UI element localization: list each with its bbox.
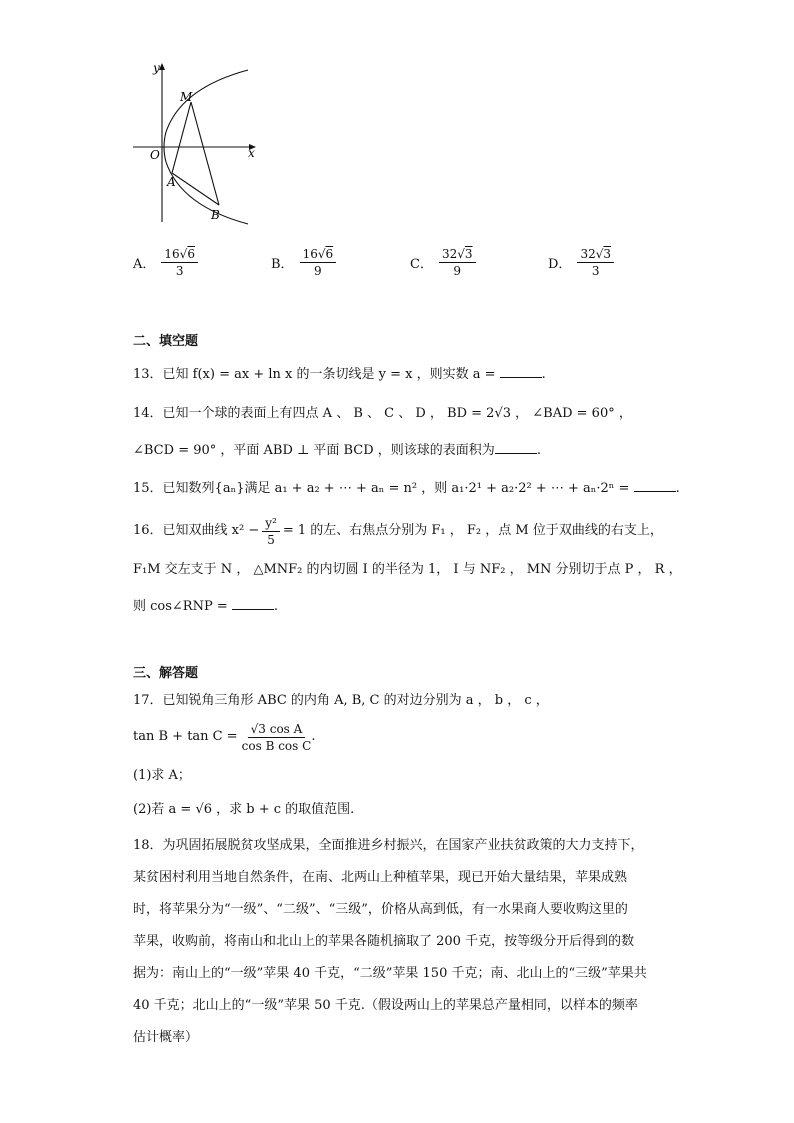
question-18-line: 据为：南山上的“一级”苹果 40 千克，“二级”苹果 150 千克；南、北山上的“三级”苹果共 <box>133 966 647 981</box>
option-label: B． <box>271 256 294 272</box>
section-title-fill-blank: 二、填空题 <box>133 334 199 349</box>
question-17-equation: tan B + tan C = $\frac{\text{√3 cos A}}{\text{cos B cos C}}$ . <box>133 721 316 753</box>
label-b: B <box>211 208 220 222</box>
question-13: 13．已知 f(x) = ax + ln x 的一条切线是 y = x ，则实数 a = . <box>133 367 546 382</box>
segment-mb <box>191 102 219 205</box>
question-18-line: 估计概率） <box>133 1030 199 1045</box>
parabola-figure <box>125 60 265 230</box>
question-17-part2: (2)若 a = √6 ，求 b + c 的取值范围. <box>133 802 355 817</box>
segment-ma <box>172 102 191 173</box>
question-18-line: 40 千克；北山上的“一级”苹果 50 千克.（假设两山上的苹果总产量相同，以样本的频率 <box>133 998 638 1013</box>
fraction-y2-over-5: $\frac{\text{y²}}{5}$ <box>262 516 280 547</box>
question-18-line: 18．为巩固拓展脱贫攻坚成果，全面推进乡村振兴，在国家产业扶贫政策的大力支持下， <box>133 838 644 853</box>
question-18-line: 苹果，收购前，将南山和北山上的苹果各随机摘取了 200 千克，按等级分开后得到的数 <box>133 934 635 949</box>
option-a[interactable] <box>133 240 198 284</box>
question-18-line: 时，将苹果分为“一级”、“二级”、“三级”，价格从高到低，有一水果商人要收购这里的 <box>133 902 628 917</box>
question-14-line1: 14．已知一个球的表面上有四点 A 、 B 、 C 、 D ， BD = 2√3 ， ∠BAD = 60° ， <box>133 406 632 421</box>
option-label: A． <box>133 256 156 272</box>
question-16-line3: 则 cos∠RNP = . <box>133 599 279 614</box>
section-title-solve: 三、解答题 <box>133 666 199 681</box>
equation-fraction: $\frac{\text{√3 cos A}}{\text{cos B cos C}}$ <box>241 721 312 753</box>
question-18-line: 某贫困村利用当地自然条件，在南、北两山上种植苹果，现已开始大量结果，苹果成熟 <box>133 870 628 885</box>
answer-blank[interactable] <box>500 365 542 378</box>
question-17-line1: 17．已知锐角三角形 ABC 的内角 A, B, C 的对边分别为 a ， b ， c ， <box>133 693 549 708</box>
label-a: A <box>167 175 176 189</box>
option-fraction: $\frac{32√3}{3}$ <box>577 247 614 278</box>
option-fraction: $\frac{16√6}{3}$ <box>161 247 198 278</box>
option-label: C． <box>410 256 433 272</box>
option-c[interactable] <box>410 240 476 284</box>
question-14-line2: ∠BCD = 90° ，平面 ABD ⊥ 平面 BCD ，则该球的表面积为 . <box>133 443 541 458</box>
answer-blank[interactable] <box>634 479 676 492</box>
label-m: M <box>180 90 193 104</box>
label-y: y <box>153 61 160 75</box>
question-15: 15．已知数列{aₙ}满足 a₁ + a₂ + ⋯ + aₙ = n² ，则 a₁·2¹ + a₂·2² + ⋯ + aₙ·2ⁿ = . <box>133 481 680 496</box>
question-16-line2: F₁M 交左支于 N ， △MNF₂ 的内切圆 I 的半径为 1， I 与 NF₂ ， MN 分别切于点 P ， R ， <box>133 562 682 577</box>
label-x: x <box>248 146 255 160</box>
label-origin: O <box>150 148 160 162</box>
option-d[interactable] <box>548 240 614 284</box>
option-b[interactable] <box>271 240 336 284</box>
answer-blank[interactable] <box>495 441 537 454</box>
answer-blank[interactable] <box>232 597 274 610</box>
option-fraction: $\frac{16√6}{9}$ <box>300 247 337 278</box>
option-label: D． <box>548 256 572 272</box>
option-fraction: $\frac{32√3}{9}$ <box>439 247 476 278</box>
question-16-line1: 16．已知双曲线 x² − $\frac{\text{y²}}{5}$ = 1 的左、右焦点分别为 F₁ ， F₂ ，点 M 位于双曲线的右支上， <box>133 515 663 547</box>
y-axis-arrow <box>159 63 165 70</box>
question-17-part1: (1)求 A； <box>133 768 191 783</box>
